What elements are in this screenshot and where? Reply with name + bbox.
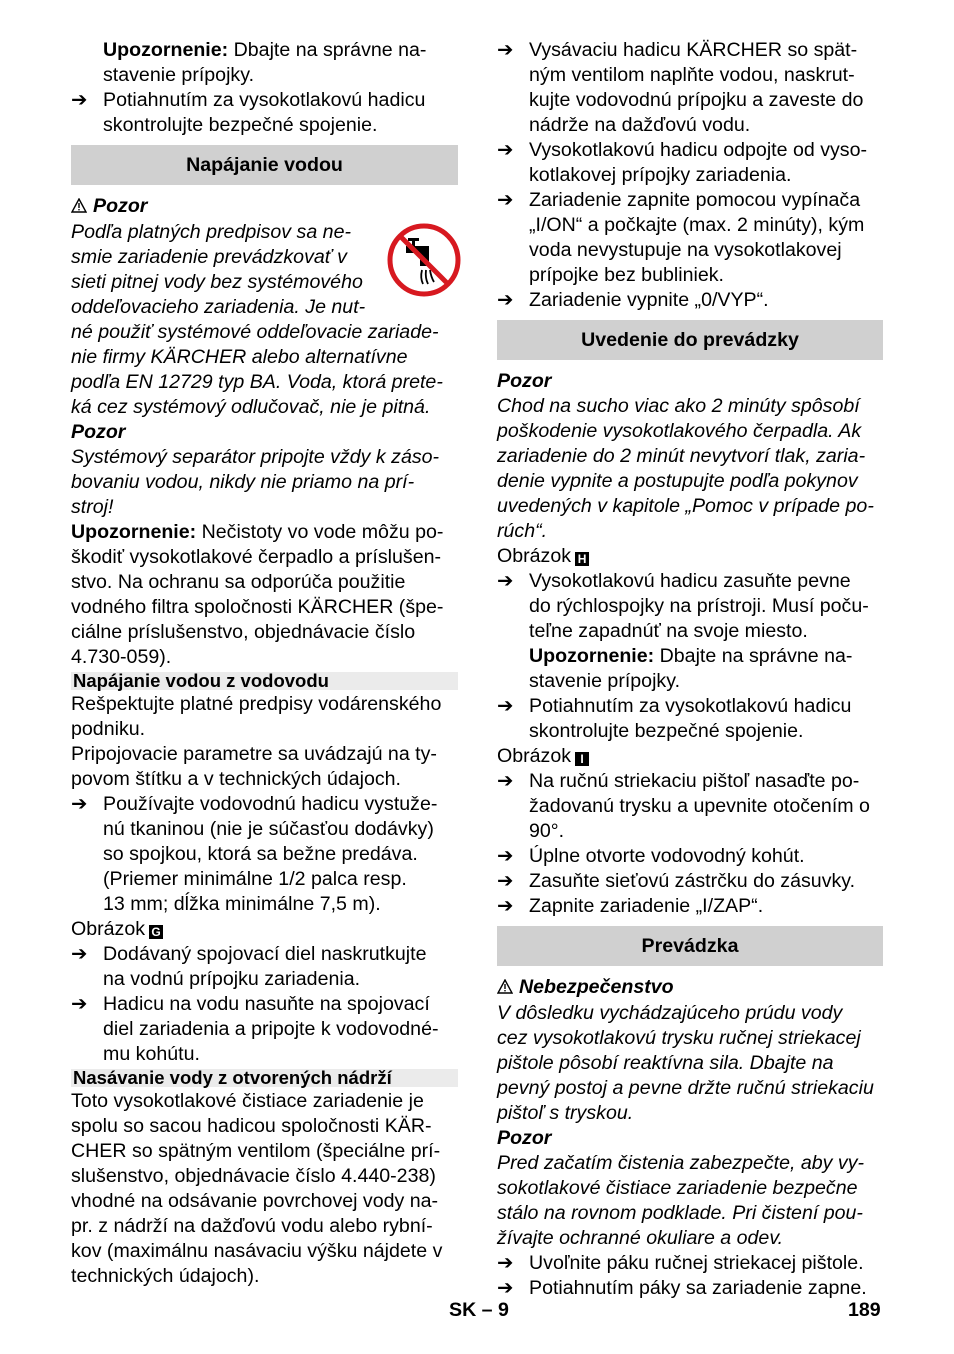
arrow-icon: ➔ (497, 695, 514, 717)
arrow-item-nozzle: ➔ Na ručnú striekaciu pištoľ nasaďte po- žadovanú trysku a upevnite otočením o 90°. (497, 770, 870, 842)
warning-triangle-icon (497, 976, 519, 1001)
arrow-item-switch-off: ➔ Zariadenie vypnite „0/VYP“. (497, 289, 769, 311)
footer-section-label: SK – 9 (449, 1299, 509, 1321)
warning-3-title: Pozor (497, 370, 552, 392)
arrow-icon: ➔ (497, 770, 514, 792)
figure-letter-h: H (575, 552, 589, 566)
arrow-icon: ➔ (71, 89, 88, 111)
arrow-item-check-connection: ➔ Potiahnutím za vysokotlakovú hadicu skontrolujte bezpečné spojenie. (71, 89, 426, 136)
arrow-icon: ➔ (497, 895, 514, 917)
figure-reference-h: Obrázok H (497, 544, 883, 569)
page-number: 189 (848, 1299, 881, 1321)
notice-label: Upozornenie: (103, 39, 229, 61)
arrow-item-insert-hose: ➔ Vysokotlakovú hadicu zasuňte pevne do rýchlospojky na prístroji. Musí poču- teľne zapadnúť na svoje miesto. Upozornenie: Dbajte na správne na- stavenie prípojky. (497, 569, 883, 694)
danger-text: V dôsledku vychádzajúceho prúdu vody cez vysokotlakovú trysku ručnej striekacej pištole pôsobí reaktívna sila. Dbajte na pevný postoj a pevne držte ručnú striekaciu pištoľ s tryskou. (497, 1002, 874, 1124)
arrow-icon: ➔ (497, 570, 514, 592)
tanks-text: Toto vysokotlakové čistiace zariadenie je spolu so sacou hadicou spoločnosti KÄR- CHER so spätným ventilom (špeciálne prí- slušenstvo, objednávacie číslo 4.440-238) vhodné na odsávanie povrchovej vody na- pr. z nádrží na dažďovú vodu alebo rybní- kov (maximálnu nasávaciu výšku nájdete v technických údajoch). (71, 1090, 443, 1287)
arrow-item-attach-hose: ➔ Hadicu na vodu nasuňte na spojovací diel zariadenia a pripojte k vodovodné- mu kohútu. (71, 993, 439, 1065)
arrow-item-release-lever: ➔ Uvoľnite páku ručnej striekacej pištole. (497, 1252, 864, 1274)
arrow-icon: ➔ (497, 1252, 514, 1274)
notice-3: Upozornenie: Dbajte na správne na- (529, 645, 853, 667)
subsection-heading-open-tanks: Nasávanie vody z otvorených nádrží (71, 1069, 458, 1087)
arrow-icon: ➔ (497, 39, 514, 61)
arrow-item-check-connection-2: ➔ Potiahnutím za vysokotlakovú hadicu skontrolujte bezpečné spojenie. (497, 695, 852, 742)
arrow-item-pull-lever: ➔ Potiahnutím páky sa zariadenie zapne. (497, 1277, 867, 1299)
section-heading-water-supply: Napájanie vodou (71, 145, 458, 185)
arrow-icon: ➔ (71, 943, 88, 965)
warning-2-title: Pozor (71, 421, 126, 443)
no-drinking-water-sign-icon (386, 222, 462, 298)
notice-2-text: škodiť vysokotlakové čerpadlo a príslušen- stvo. Na ochranu sa odporúča použitie vodného filtra spoločnosti KÄRCHER (špe- ciálne príslušenstvo, objednávacie číslo 4.730-059). (71, 546, 444, 668)
arrow-item-coupling: ➔ Dodávaný spojovací diel naskrutkujte na vodnú prípojku zariadenia. (71, 943, 427, 990)
arrow-item-switch-on: ➔ Zariadenie zapnite pomocou vypínača „I/ON“ a počkajte (max. 2 minúty), kým voda nevystupuje na vysokotlakovej prípojke bez bubliniek. (497, 189, 865, 286)
notice-1: Upozornenie: Dbajte na správne na- (103, 39, 427, 61)
arrow-item-open-tap: ➔ Úplne otvorte vodovodný kohút. (497, 845, 805, 867)
arrow-item-disconnect: ➔ Vysokotlakovú hadicu odpojte od vyso- kotlakovej prípojky zariadenia. (497, 139, 868, 186)
arrow-icon: ➔ (497, 289, 514, 311)
warning-4-title: Pozor (497, 1127, 552, 1149)
arrow-icon: ➔ (71, 993, 88, 1015)
figure-letter-g: G (149, 925, 163, 939)
notice-2: Upozornenie: Nečistoty vo vode môžu po- (71, 521, 444, 543)
warning-2-text: Systémový separátor pripojte vždy k záso- bovaniu vodou, nikdy nie priamo na prí- stroj! (71, 446, 440, 518)
warning-3-text: Chod na sucho viac ako 2 minúty spôsobí poškodenie vysokotlakového čerpadla. Ak zariadenie do 2 minút nevytvorí tlak, zaria- denie vypnite a postupujte podľa pokynov uvedených v kapitole „Pomoc v prípade po- rúch“. (497, 395, 874, 542)
warning-4-text: Pred začatím čistenia zabezpečte, aby vy- sokotlakové čistiace zariadenie bezpečne stálo na rovnom podklade. Pri čistení pou- žívajte ochranné okuliare a odev. (497, 1152, 865, 1249)
arrow-item-suction-hose: ➔ Vysávaciu hadicu KÄRCHER so spät- ným ventilom naplňte vodou, naskrut- kujte vodovodnú prípojku a zaveste do nádrže na dažďovú vodu. (497, 39, 864, 136)
left-column (71, 38, 458, 1289)
arrow-icon: ➔ (497, 139, 514, 161)
notice-1-line-2: stavenie prípojky. (103, 64, 255, 86)
warning-triangle-icon (71, 195, 93, 220)
arrow-item-hose: ➔ Používajte vodovodnú hadicu vystuže- nú tkaninou (nie je súčasťou dodávky) so spojkou, ktorá sa bežne predáva. (Priemer minimálne 1/2 palca resp. 13 mm; dĺžka minimálne 7,5 m). (71, 793, 438, 915)
warning-1-text: Podľa platných predpisov sa ne- smie zariadenie prevádzkovať v sieti pitnej vody bez systémového oddeľovacieho zariadenia. Je nut- né použiť systémové oddeľovacie zariade- nie firmy KÄRCHER alebo alternatívne podľa EN 12729 typ BA. Voda, ktorá prete- ká cez systémový odlučovač, nie je pitná. (71, 220, 458, 420)
warning-title: Pozor (71, 194, 458, 220)
section-heading-operation: Prevádzka (497, 926, 883, 966)
danger-title: Nebezpečenstvo (497, 975, 883, 1001)
arrow-item-plug-in: ➔ Zasuňte sieťovú zástrčku do zásuvky. (497, 870, 856, 892)
figure-reference-i: Obrázok I (497, 744, 883, 769)
arrow-icon: ➔ (497, 870, 514, 892)
section-heading-startup: Uvedenie do prevádzky (497, 320, 883, 360)
arrow-icon: ➔ (71, 793, 88, 815)
mains-text: Rešpektujte platné predpisy vodárenského podniku. Pripojovacie parametre sa uvádzajú na ty- povom štítku a v technických údajoch. (71, 693, 442, 790)
arrow-icon: ➔ (497, 1277, 514, 1299)
figure-letter-i: I (575, 752, 589, 766)
right-column (497, 38, 883, 1301)
subsection-heading-mains-water: Napájanie vodou z vodovodu (71, 672, 458, 690)
arrow-item-turn-on: ➔ Zapnite zariadenie „I/ZAP“. (497, 895, 764, 917)
arrow-icon: ➔ (497, 189, 514, 211)
arrow-icon: ➔ (497, 845, 514, 867)
figure-reference-g: Obrázok G (71, 917, 458, 942)
